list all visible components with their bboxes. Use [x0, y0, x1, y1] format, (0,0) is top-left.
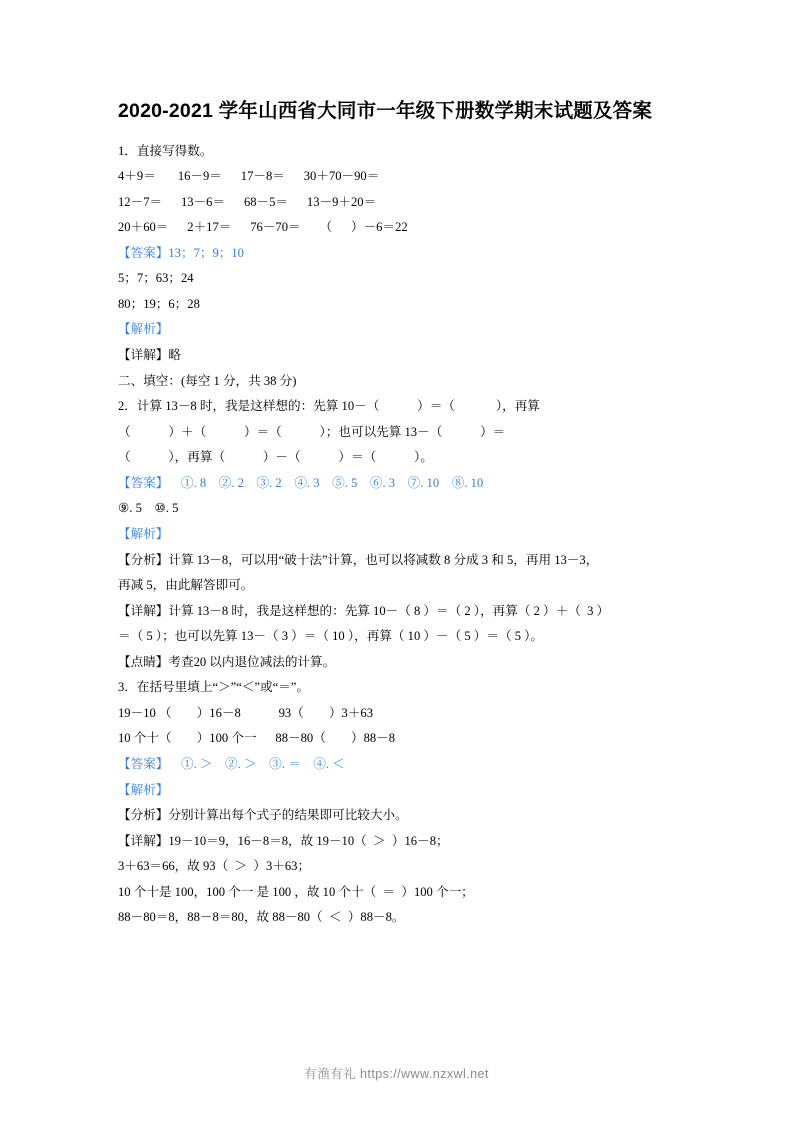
text-line: 10 个十（ ）100 个一 88－80（ ）88－8 — [118, 731, 396, 746]
document-body — [118, 139, 675, 931]
page-title: 2020-2021 学年山西省大同市一年级下册数学期末试题及答案 — [118, 100, 653, 122]
detail-line: 3＋63＝66，故 93（ ＞ ）3＋63； — [118, 859, 311, 874]
answer-line: 5；7；63；24 — [118, 271, 194, 286]
analysis-text: 【分析】分别计算出每个式子的结果即可比较大小。 — [118, 808, 408, 823]
analysis-line: 【解析】 — [118, 322, 169, 337]
analysis-text: 再减 5，由此解答即可。 — [118, 578, 254, 593]
text-line: 1．直接写得数。 — [118, 143, 213, 158]
answer-line: 【答案】 ①. ＞ ②. ＞ ③. ＝ ④. ＜ — [118, 757, 345, 772]
detail-line: 【详解】略 — [118, 348, 181, 363]
text-line: （ ）＋（ ）＝（ ）；也可以先算 13－（ ）＝ — [118, 424, 506, 439]
detail-line: ＝（ 5 ）；也可以先算 13－（ 3 ）＝（ 10 ），再算（ 10 ）－（ 5 ）＝（ 5 ）。 — [118, 629, 544, 644]
point-line: 【点睛】考查20 以内退位减法的计算。 — [118, 654, 336, 669]
footer-watermark: 有渔有礼 https://www.nzxwl.net — [304, 1067, 489, 1081]
section-heading: 二、填空：(每空 1 分，共 38 分) — [118, 373, 297, 388]
answer-line: 80；19；6；28 — [118, 296, 200, 311]
text-line: 12－7＝ 13－6＝ 68－5＝ 13－9＋20＝ — [118, 194, 377, 209]
detail-line: 【详解】计算 13－8 时，我是这样想的：先算 10－（ 8 ）＝（ 2 ），再算（ 2 ）＋（ 3 ） — [118, 603, 610, 618]
analysis-text: 【分析】计算 13－8，可以用“破十法”计算，也可以将减数 8 分成 3 和 5，再用 13－3， — [118, 552, 599, 567]
analysis-line: 【解析】 — [118, 782, 169, 797]
text-line: 2．计算 13－8 时，我是这样想的：先算 10－（ ）＝（ ），再算 — [118, 399, 540, 414]
analysis-line: 【解析】 — [118, 526, 169, 541]
text-line: 20＋60＝ 2＋17＝ 76－70＝ （ ）－6＝22 — [118, 220, 408, 235]
text-line: 19－10 （ ）16－8 93（ ）3＋63 — [118, 705, 374, 720]
detail-line: 10 个十是 100，100 个一 是 100 ，故 10 个十（ ＝ ）100 个一； — [118, 884, 474, 899]
answer-line: 【答案】 ①. 8 ②. 2 ③. 2 ④. 3 ⑤. 5 ⑥. 3 ⑦. 10 ⑧. 10 — [118, 475, 484, 490]
text-line: 3．在括号里填上“＞”“＜”或“＝”。 — [118, 680, 309, 695]
text-line: 4＋9＝ 16－9＝ 17－8＝ 30＋70－90＝ — [118, 169, 380, 184]
detail-line: 88－80＝8，88－8＝80，故 88－80（ ＜ ）88－8。 — [118, 910, 405, 925]
detail-line: 【详解】19－10＝9，16－8＝8，故 19－10（ ＞ ）16－8； — [118, 833, 449, 848]
answer-line: 【答案】13；7；9；10 — [118, 245, 244, 260]
answer-line: ⑨. 5 ⑩. 5 — [118, 501, 179, 516]
text-line: （ ），再算（ ）－（ ）＝（ ）。 — [118, 450, 433, 465]
